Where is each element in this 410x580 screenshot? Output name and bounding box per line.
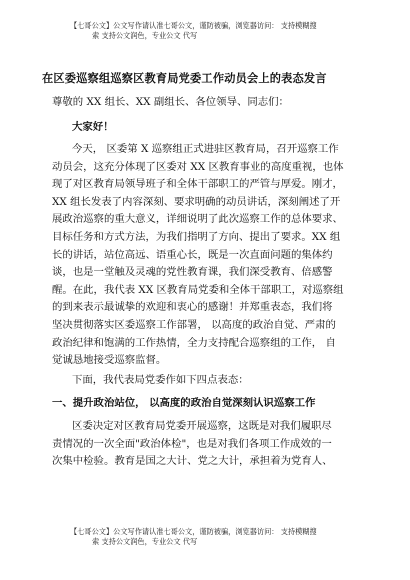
footer-line-1: 【七哥公文】公文写作请认准七哥公文，谨防被骗，浏览器访问： 支持模糊搜 (70, 527, 317, 536)
header-line-1: 【七哥公文】公文写作请认准七哥公文，谨防被骗，浏览器访问： 支持模糊搜 (70, 21, 317, 30)
header-line-2: 索 支持公文润色，专业公文 代写 (92, 31, 198, 40)
paragraph-3-line: 责情况的一次全面"政治体检"，也是对我们各项工作成效的一 (52, 437, 332, 450)
paragraph-1-line: 今天， 区委第 X 巡察组正式进驻区教育局，召开巡察工作 (72, 143, 339, 155)
page-footer-watermark (70, 527, 370, 547)
paragraph-1-line: XX 组长发表了内容深刻、要求明确的动员讲话，深刻阐述了开 (52, 195, 341, 208)
salutation: 尊敬的 XX 组长、XX 副组长、各位领导、同志们： (52, 96, 289, 108)
paragraph-1-line: 动员会，这充分体现了区委对 XX 区教育事业的高度重视，也体 (52, 160, 344, 173)
paragraph-3-line: 次集中检验。教育是国之大计、党之大计，承担着为党育人、 (52, 455, 333, 468)
footer-line-2: 索 支持公文润色，专业公文 代写 (92, 537, 198, 546)
paragraph-1-line: 谈，也是一堂触及灵魂的党性教育课，我们深受教育、倍感警 (52, 266, 333, 279)
paragraph-2: 下面，我代表局党委作如下四点表态： (72, 374, 249, 386)
paragraph-1-line: 坚决贯彻落实区委巡察工作部署， 以高度的政治自觉、严肃的 (52, 318, 336, 331)
page-header-watermark (70, 21, 370, 41)
paragraph-1-line: 觉诚恳地接受巡察监督。 (52, 354, 167, 367)
paragraph-3-line: 区委决定对区教育局党委开展巡察，这既是对我们履职尽 (72, 420, 332, 432)
paragraph-3 (52, 418, 392, 471)
greeting: 大家好！ (72, 121, 114, 133)
section-heading-1: 一、提升政治站位， 以高度的政治自觉深刻认识巡察工作 (52, 397, 316, 409)
paragraph-1-line: 政治纪律和饱满的工作热情，全力支持配合巡察组的工作， 自 (52, 336, 336, 349)
document-title: 在区委巡察组巡察区教育局党委工作动员会上的表态发言 (42, 71, 327, 85)
paragraph-1-line: 现了对区教育局领导班子和全体干部职工的严管与厚爱。刚才， (52, 178, 343, 191)
paragraph-1-line: 醒。在此，我代表 XX 区教育局党委和全体干部职工，对巡察组 (52, 283, 344, 296)
paragraph-1-line: 目标任务和方式方法，为我们指明了方向、提出了要求。XX 组 (52, 230, 341, 243)
paragraph-1-line: 展政治巡察的重大意义，详细说明了此次巡察工作的总体要求、 (52, 213, 343, 226)
paragraph-1-line: 的到来表示最诚挚的欢迎和衷心的感谢！并郑重表态，我们将 (52, 301, 333, 314)
paragraph-1-line: 长的讲话，站位高远、语重心长，既是一次直面问题的集体约 (52, 248, 333, 261)
paragraph-1 (52, 141, 392, 370)
